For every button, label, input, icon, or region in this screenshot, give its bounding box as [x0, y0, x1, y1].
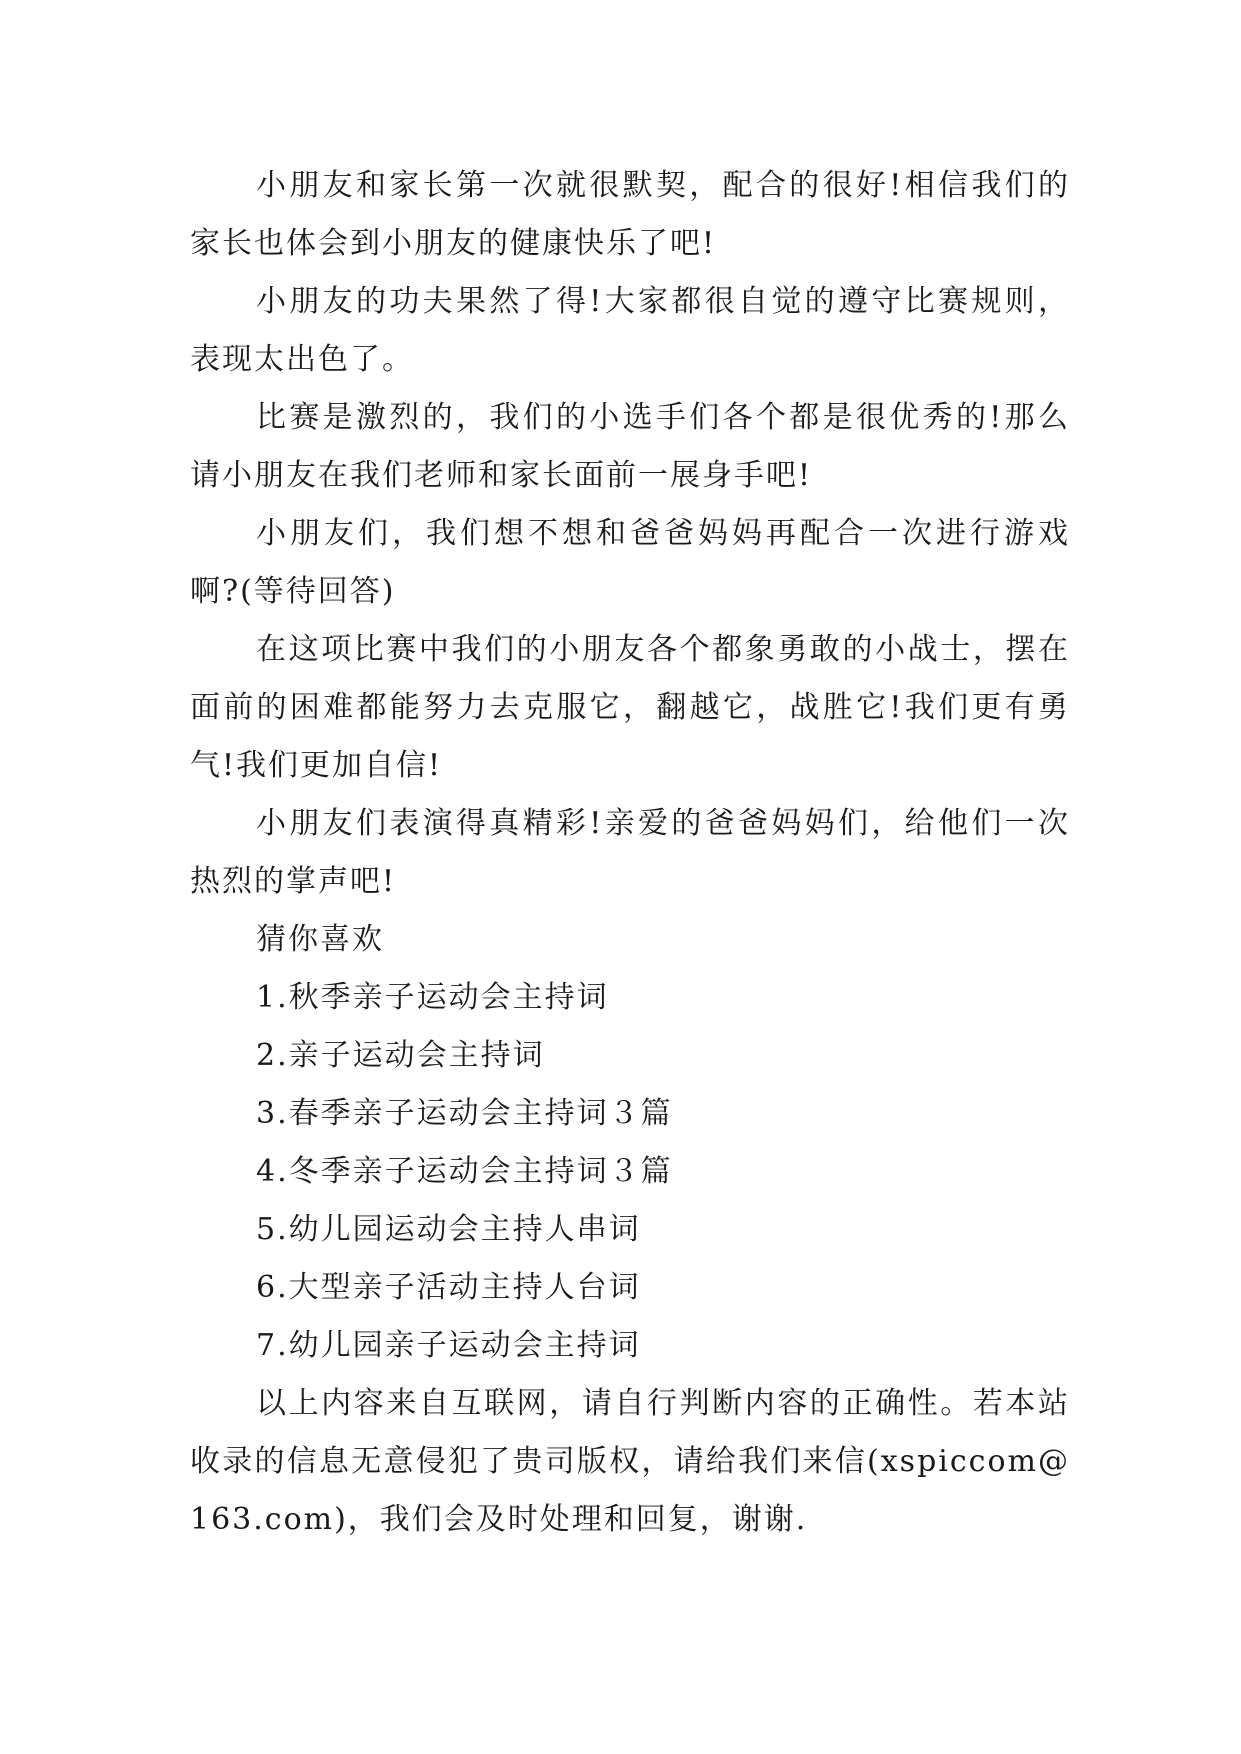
paragraph-6: 小朋友们表演得真精彩!亲爱的爸爸妈妈们，给他们一次热烈的掌声吧!	[190, 806, 1070, 899]
related-item-1[interactable]: 1.秋季亲子运动会主持词	[256, 980, 609, 1015]
paragraph-2: 小朋友的功夫果然了得!大家都很自觉的遵守比赛规则，表现太出色了。	[190, 284, 1070, 377]
copyright-notice: 以上内容来自互联网，请自行判断内容的正确性。若本站收录的信息无意侵犯了贵司版权，请给我们来信(xspiccom@163.com)，我们会及时处理和回复，谢谢.	[190, 1386, 1070, 1537]
paragraph-3: 比赛是激烈的，我们的小选手们各个都是很优秀的!那么请小朋友在我们老师和家长面前一展身手吧!	[190, 400, 1070, 493]
related-item-5[interactable]: 5.幼儿园运动会主持人串词	[256, 1212, 641, 1247]
related-item-7[interactable]: 7.幼儿园亲子运动会主持词	[256, 1328, 641, 1363]
document-body	[190, 157, 1070, 1549]
paragraph-5: 在这项比赛中我们的小朋友各个都象勇敢的小战士，摆在面前的困难都能努力去克服它，翻越它，战胜它!我们更有勇气!我们更加自信!	[190, 632, 1070, 783]
related-item-6[interactable]: 6.大型亲子活动主持人台词	[256, 1270, 641, 1305]
related-item-4[interactable]: 4.冬季亲子运动会主持词３篇	[256, 1154, 673, 1189]
related-title: 猜你喜欢	[256, 922, 384, 957]
related-list	[190, 969, 1070, 1375]
related-item-3[interactable]: 3.春季亲子运动会主持词３篇	[256, 1096, 673, 1131]
paragraph-1: 小朋友和家长第一次就很默契，配合的很好!相信我们的家长也体会到小朋友的健康快乐了吧!	[190, 168, 1070, 261]
paragraph-4: 小朋友们，我们想不想和爸爸妈妈再配合一次进行游戏啊?(等待回答)	[190, 516, 1070, 609]
related-item-2[interactable]: 2.亲子运动会主持词	[256, 1038, 545, 1073]
